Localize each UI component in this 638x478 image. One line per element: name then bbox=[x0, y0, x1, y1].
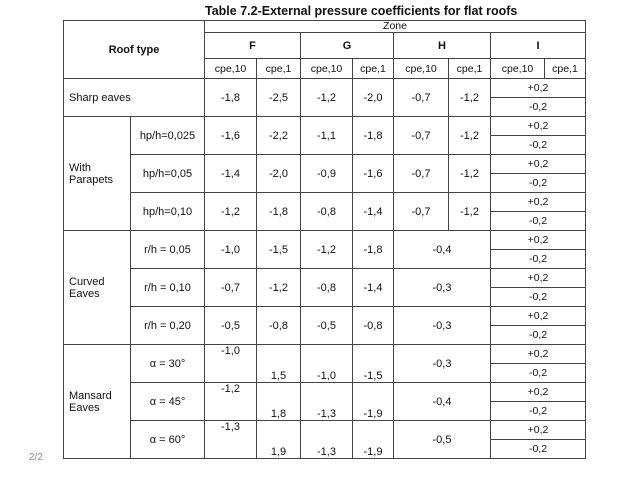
roof-subtype-label: r/h = 0,05 bbox=[131, 231, 205, 269]
cpe10-value: -1,3 bbox=[205, 421, 257, 459]
cpe10-value: -1,4 bbox=[205, 155, 257, 193]
cpe1-value: -2,0 bbox=[257, 155, 301, 193]
cpe10-value: -1,2 bbox=[301, 231, 353, 269]
table-title: Table 7.2-External pressure coefficients for flat roofs bbox=[205, 4, 518, 18]
cpe10-value: -1,1 bbox=[301, 117, 353, 155]
cpe10-value: -1,0 bbox=[205, 345, 257, 383]
cpe1-header: cpe,1 bbox=[545, 59, 586, 79]
zone-i-negative: -0,2 bbox=[491, 136, 586, 155]
pressure-coefficients-table bbox=[63, 20, 586, 459]
zone-h-value: -0,4 bbox=[394, 383, 491, 421]
roof-subtype-label: hp/h=0,05 bbox=[131, 155, 205, 193]
zone-i-positive: +0,2 bbox=[491, 155, 586, 174]
roof-type-group: Curved Eaves bbox=[64, 231, 131, 345]
cpe10-value: -1,6 bbox=[205, 117, 257, 155]
cpe1-value: -1,4 bbox=[353, 269, 394, 307]
roof-subtype-label: r/h = 0,20 bbox=[131, 307, 205, 345]
cpe1-value: -1,5 bbox=[257, 231, 301, 269]
zone-g-header: G bbox=[301, 33, 394, 59]
cpe1-value: -1,2 bbox=[449, 79, 491, 117]
cpe10-value: -1,3 bbox=[301, 383, 353, 421]
zone-i-negative: -0,2 bbox=[491, 250, 586, 269]
cpe1-value: -2,2 bbox=[257, 117, 301, 155]
cpe10-value: -0,7 bbox=[394, 79, 449, 117]
table-row bbox=[64, 345, 586, 364]
zone-i-positive: +0,2 bbox=[491, 421, 586, 440]
roof-type-group: Mansard Eaves bbox=[64, 345, 131, 459]
cpe1-value: -1,2 bbox=[449, 193, 491, 231]
zone-i-positive: +0,2 bbox=[491, 383, 586, 402]
roof-subtype-label: hp/h=0,025 bbox=[131, 117, 205, 155]
table-row bbox=[64, 307, 586, 326]
zone-i-positive: +0,2 bbox=[491, 307, 586, 326]
cpe1-value: -1,2 bbox=[449, 117, 491, 155]
zone-h-value: -0,5 bbox=[394, 421, 491, 459]
zone-i-negative: -0,2 bbox=[491, 98, 586, 117]
roof-type-header: Roof type bbox=[64, 21, 205, 79]
cpe10-header: cpe,10 bbox=[491, 59, 545, 79]
cpe1-value: -1,5 bbox=[353, 345, 394, 383]
cpe10-value: -1,0 bbox=[301, 345, 353, 383]
cpe10-value: -0,5 bbox=[301, 307, 353, 345]
table-row bbox=[64, 193, 586, 212]
cpe10-value: -1,0 bbox=[205, 231, 257, 269]
zone-h-value: -0,4 bbox=[394, 231, 491, 269]
cpe1-value: -1,9 bbox=[353, 421, 394, 459]
zone-i-negative: -0,2 bbox=[491, 174, 586, 193]
cpe10-value: -0,9 bbox=[301, 155, 353, 193]
roof-subtype-label: α = 30° bbox=[131, 345, 205, 383]
cpe1-value: -1,8 bbox=[257, 193, 301, 231]
zone-f-header: F bbox=[205, 33, 301, 59]
cpe10-value: -0,7 bbox=[205, 269, 257, 307]
cpe1-value: -1,4 bbox=[353, 193, 394, 231]
zone-i-positive: +0,2 bbox=[491, 269, 586, 288]
table-row bbox=[64, 269, 586, 288]
table-row bbox=[64, 421, 586, 440]
roof-subtype-label: α = 45° bbox=[131, 383, 205, 421]
cpe10-value: -1,3 bbox=[301, 421, 353, 459]
cpe1-header: cpe,1 bbox=[353, 59, 394, 79]
cpe1-value: -2,5 bbox=[257, 79, 301, 117]
zone-i-positive: +0,2 bbox=[491, 193, 586, 212]
roof-subtype-label: r/h = 0,10 bbox=[131, 269, 205, 307]
cpe1-value: 1,9 bbox=[257, 421, 301, 459]
zone-h-header: H bbox=[394, 33, 491, 59]
cpe10-value: -0,7 bbox=[394, 117, 449, 155]
zone-h-value: -0,3 bbox=[394, 345, 491, 383]
roof-subtype-label: hp/h=0,10 bbox=[131, 193, 205, 231]
zone-i-positive: +0,2 bbox=[491, 231, 586, 250]
zone-header: Zone bbox=[205, 21, 586, 33]
cpe1-value: -1,8 bbox=[353, 117, 394, 155]
cpe1-value: -1,9 bbox=[353, 383, 394, 421]
cpe10-header: cpe,10 bbox=[394, 59, 449, 79]
table-row bbox=[64, 79, 586, 98]
table-row bbox=[64, 155, 586, 174]
zone-i-positive: +0,2 bbox=[491, 117, 586, 136]
cpe1-value: -2,0 bbox=[353, 79, 394, 117]
cpe10-value: -1,2 bbox=[205, 383, 257, 421]
cpe10-value: -1,2 bbox=[301, 79, 353, 117]
roof-subtype-label: α = 60° bbox=[131, 421, 205, 459]
zone-i-header: I bbox=[491, 33, 586, 59]
cpe1-header: cpe,1 bbox=[449, 59, 491, 79]
zone-i-positive: +0,2 bbox=[491, 345, 586, 364]
cpe1-value: -0,8 bbox=[353, 307, 394, 345]
cpe1-value: -1,8 bbox=[353, 231, 394, 269]
cpe1-value: -1,2 bbox=[257, 269, 301, 307]
cpe10-value: -0,8 bbox=[301, 193, 353, 231]
zone-h-value: -0,3 bbox=[394, 269, 491, 307]
cpe10-value: -1,2 bbox=[205, 193, 257, 231]
roof-type-sharp-eaves: Sharp eaves bbox=[64, 79, 205, 117]
page-number: 2/2 bbox=[29, 452, 43, 463]
table-row bbox=[64, 117, 586, 136]
table-row bbox=[64, 231, 586, 250]
zone-i-negative: -0,2 bbox=[491, 364, 586, 383]
zone-i-negative: -0,2 bbox=[491, 440, 586, 459]
zone-h-value: -0,3 bbox=[394, 307, 491, 345]
table-row bbox=[64, 383, 586, 402]
cpe1-value: -1,2 bbox=[449, 155, 491, 193]
cpe10-value: -0,8 bbox=[301, 269, 353, 307]
roof-type-group: With Parapets bbox=[64, 117, 131, 231]
cpe1-value: -1,6 bbox=[353, 155, 394, 193]
zone-i-negative: -0,2 bbox=[491, 288, 586, 307]
cpe10-header: cpe,10 bbox=[205, 59, 257, 79]
cpe10-value: -0,7 bbox=[394, 193, 449, 231]
cpe1-value: -0,8 bbox=[257, 307, 301, 345]
zone-i-negative: -0,2 bbox=[491, 402, 586, 421]
zone-i-positive: +0,2 bbox=[491, 79, 586, 98]
cpe10-header: cpe,10 bbox=[301, 59, 353, 79]
zone-i-negative: -0,2 bbox=[491, 326, 586, 345]
cpe10-value: -0,7 bbox=[394, 155, 449, 193]
cpe1-value: 1,8 bbox=[257, 383, 301, 421]
cpe10-value: -1,8 bbox=[205, 79, 257, 117]
cpe1-value: 1,5 bbox=[257, 345, 301, 383]
cpe10-value: -0,5 bbox=[205, 307, 257, 345]
cpe1-header: cpe,1 bbox=[257, 59, 301, 79]
zone-i-negative: -0,2 bbox=[491, 212, 586, 231]
